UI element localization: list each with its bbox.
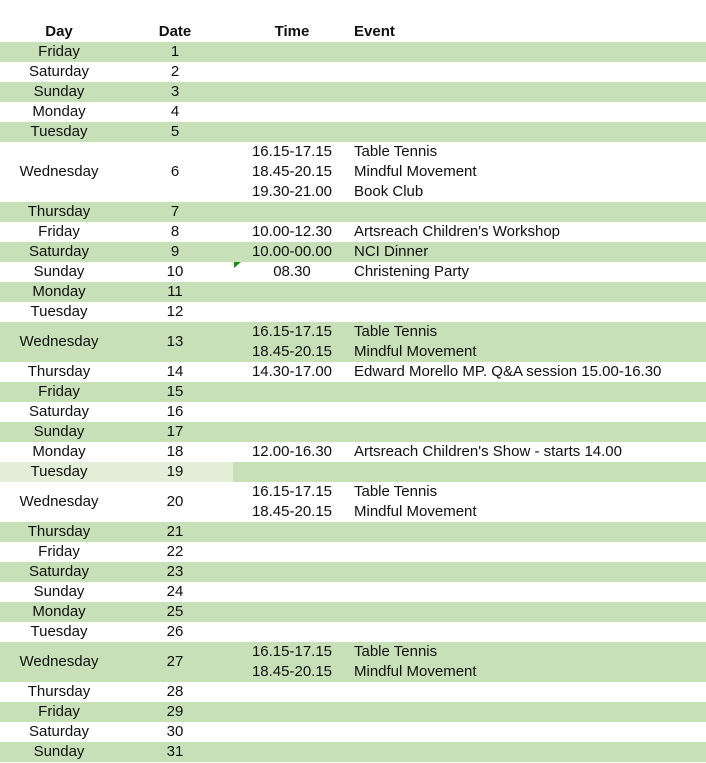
row-date: 28 — [166, 683, 184, 700]
row-date: 3 — [170, 83, 180, 100]
row-day: Tuesday — [30, 623, 88, 640]
calendar-row — [0, 742, 706, 762]
header-event: Event — [354, 23, 395, 40]
calendar-row — [0, 602, 706, 622]
calendar-row — [0, 402, 706, 422]
calendar-row — [0, 642, 706, 682]
row-event: Mindful Movement — [354, 163, 477, 180]
row-day: Friday — [38, 223, 80, 240]
row-date: 26 — [166, 623, 184, 640]
row-event: Artsreach Children's Show - starts 14.00 — [354, 443, 622, 460]
row-date: 5 — [170, 123, 180, 140]
row-day: Monday — [32, 443, 86, 460]
calendar-row — [0, 482, 706, 522]
calendar-row — [0, 562, 706, 582]
row-date: 29 — [166, 703, 184, 720]
calendar-row — [0, 142, 706, 202]
row-day: Thursday — [27, 203, 91, 220]
row-date: 8 — [170, 223, 180, 240]
row-event: Book Club — [354, 183, 424, 200]
row-day: Friday — [38, 703, 80, 720]
row-date: 27 — [166, 653, 184, 670]
row-event: Artsreach Children's Workshop — [354, 223, 561, 240]
row-day: Saturday — [28, 243, 90, 260]
calendar-row — [0, 82, 706, 102]
row-date: 23 — [166, 563, 184, 580]
row-date: 20 — [166, 493, 184, 510]
calendar-row — [0, 442, 706, 462]
row-date: 11 — [167, 283, 183, 300]
row-day: Monday — [32, 103, 86, 120]
row-day: Sunday — [33, 743, 85, 760]
calendar-row — [0, 702, 706, 722]
row-date: 4 — [170, 103, 180, 120]
calendar-row — [0, 462, 706, 482]
row-date: 17 — [166, 423, 184, 440]
row-date: 15 — [166, 383, 184, 400]
row-day: Tuesday — [30, 123, 88, 140]
row-time: 16.15-17.15 — [251, 643, 333, 660]
calendar-row — [0, 102, 706, 122]
row-day: Saturday — [28, 403, 90, 420]
calendar-row — [0, 302, 706, 322]
calendar-row — [0, 202, 706, 222]
calendar-row — [0, 582, 706, 602]
row-date: 24 — [166, 583, 184, 600]
header-day: Day — [45, 23, 73, 40]
row-day: Sunday — [33, 83, 85, 100]
row-time: 12.00-16.30 — [251, 443, 333, 460]
row-date: 19 — [166, 463, 184, 480]
row-day: Monday — [32, 603, 86, 620]
row-date: 25 — [166, 603, 184, 620]
calendar-row — [0, 242, 706, 262]
calendar-row — [0, 282, 706, 302]
calendar-row — [0, 542, 706, 562]
row-day: Sunday — [33, 263, 85, 280]
header-date: Date — [158, 23, 192, 40]
row-day: Friday — [38, 383, 80, 400]
comment-marker-icon — [234, 262, 241, 268]
row-day: Tuesday — [30, 463, 88, 480]
row-event: Table Tennis — [354, 643, 438, 660]
row-time: 18.45-20.15 — [251, 163, 333, 180]
row-day: Thursday — [27, 523, 91, 540]
row-date: 2 — [170, 63, 180, 80]
calendar-row — [0, 362, 706, 382]
row-event: Mindful Movement — [354, 343, 477, 360]
calendar-row — [0, 262, 706, 282]
row-event: NCI Dinner — [354, 243, 429, 260]
row-day: Wednesday — [19, 493, 99, 510]
calendar-row — [0, 722, 706, 742]
row-time: 10.00-12.30 — [251, 223, 333, 240]
row-time: 16.15-17.15 — [251, 483, 333, 500]
row-time: 18.45-20.15 — [251, 503, 333, 520]
row-day: Saturday — [28, 63, 90, 80]
row-date: 31 — [166, 743, 184, 760]
row-time: 18.45-20.15 — [251, 343, 333, 360]
calendar-row — [0, 42, 706, 62]
row-date: 16 — [166, 403, 184, 420]
row-day: Sunday — [33, 423, 85, 440]
row-date: 13 — [166, 333, 184, 350]
calendar-row — [0, 622, 706, 642]
row-day: Saturday — [28, 563, 90, 580]
row-day: Thursday — [27, 363, 91, 380]
row-day: Friday — [38, 43, 80, 60]
row-date: 1 — [170, 43, 180, 60]
row-event: Table Tennis — [354, 483, 438, 500]
calendar-row — [0, 682, 706, 702]
row-time: 14.30-17.00 — [251, 363, 333, 380]
calendar-row — [0, 62, 706, 82]
calendar-row — [0, 522, 706, 542]
row-event: Mindful Movement — [354, 503, 477, 520]
row-event: Table Tennis — [354, 323, 438, 340]
row-date: 10 — [166, 263, 184, 280]
row-date: 21 — [166, 523, 184, 540]
row-event: Edward Morello MP. Q&A session 15.00-16.30 — [354, 363, 662, 380]
row-day: Wednesday — [19, 163, 99, 180]
row-time: 19.30-21.00 — [251, 183, 333, 200]
row-event: Table Tennis — [354, 143, 438, 160]
calendar-row — [0, 222, 706, 242]
row-day: Wednesday — [19, 653, 99, 670]
row-time: 16.15-17.15 — [251, 143, 333, 160]
row-event: Christening Party — [354, 263, 470, 280]
row-date: 30 — [166, 723, 184, 740]
row-day: Thursday — [27, 683, 91, 700]
row-date: 18 — [166, 443, 184, 460]
calendar-row — [0, 122, 706, 142]
row-date: 6 — [170, 163, 180, 180]
row-date: 14 — [166, 363, 184, 380]
row-day: Friday — [38, 543, 80, 560]
row-date: 12 — [166, 303, 184, 320]
row-time: 18.45-20.15 — [251, 663, 333, 680]
calendar-row — [0, 382, 706, 402]
header-time: Time — [274, 23, 310, 40]
row-day: Sunday — [33, 583, 85, 600]
row-day: Wednesday — [19, 333, 99, 350]
row-date: 7 — [170, 203, 180, 220]
row-day: Monday — [32, 283, 86, 300]
calendar-row — [0, 422, 706, 442]
row-time: 08.30 — [273, 263, 311, 280]
row-day: Tuesday — [30, 303, 88, 320]
row-date: 9 — [170, 243, 180, 260]
row-band — [233, 462, 706, 482]
row-time: 10.00-00.00 — [251, 243, 333, 260]
row-day: Saturday — [28, 723, 90, 740]
row-date: 22 — [166, 543, 184, 560]
row-time: 16.15-17.15 — [251, 323, 333, 340]
calendar-row — [0, 322, 706, 362]
row-event: Mindful Movement — [354, 663, 477, 680]
